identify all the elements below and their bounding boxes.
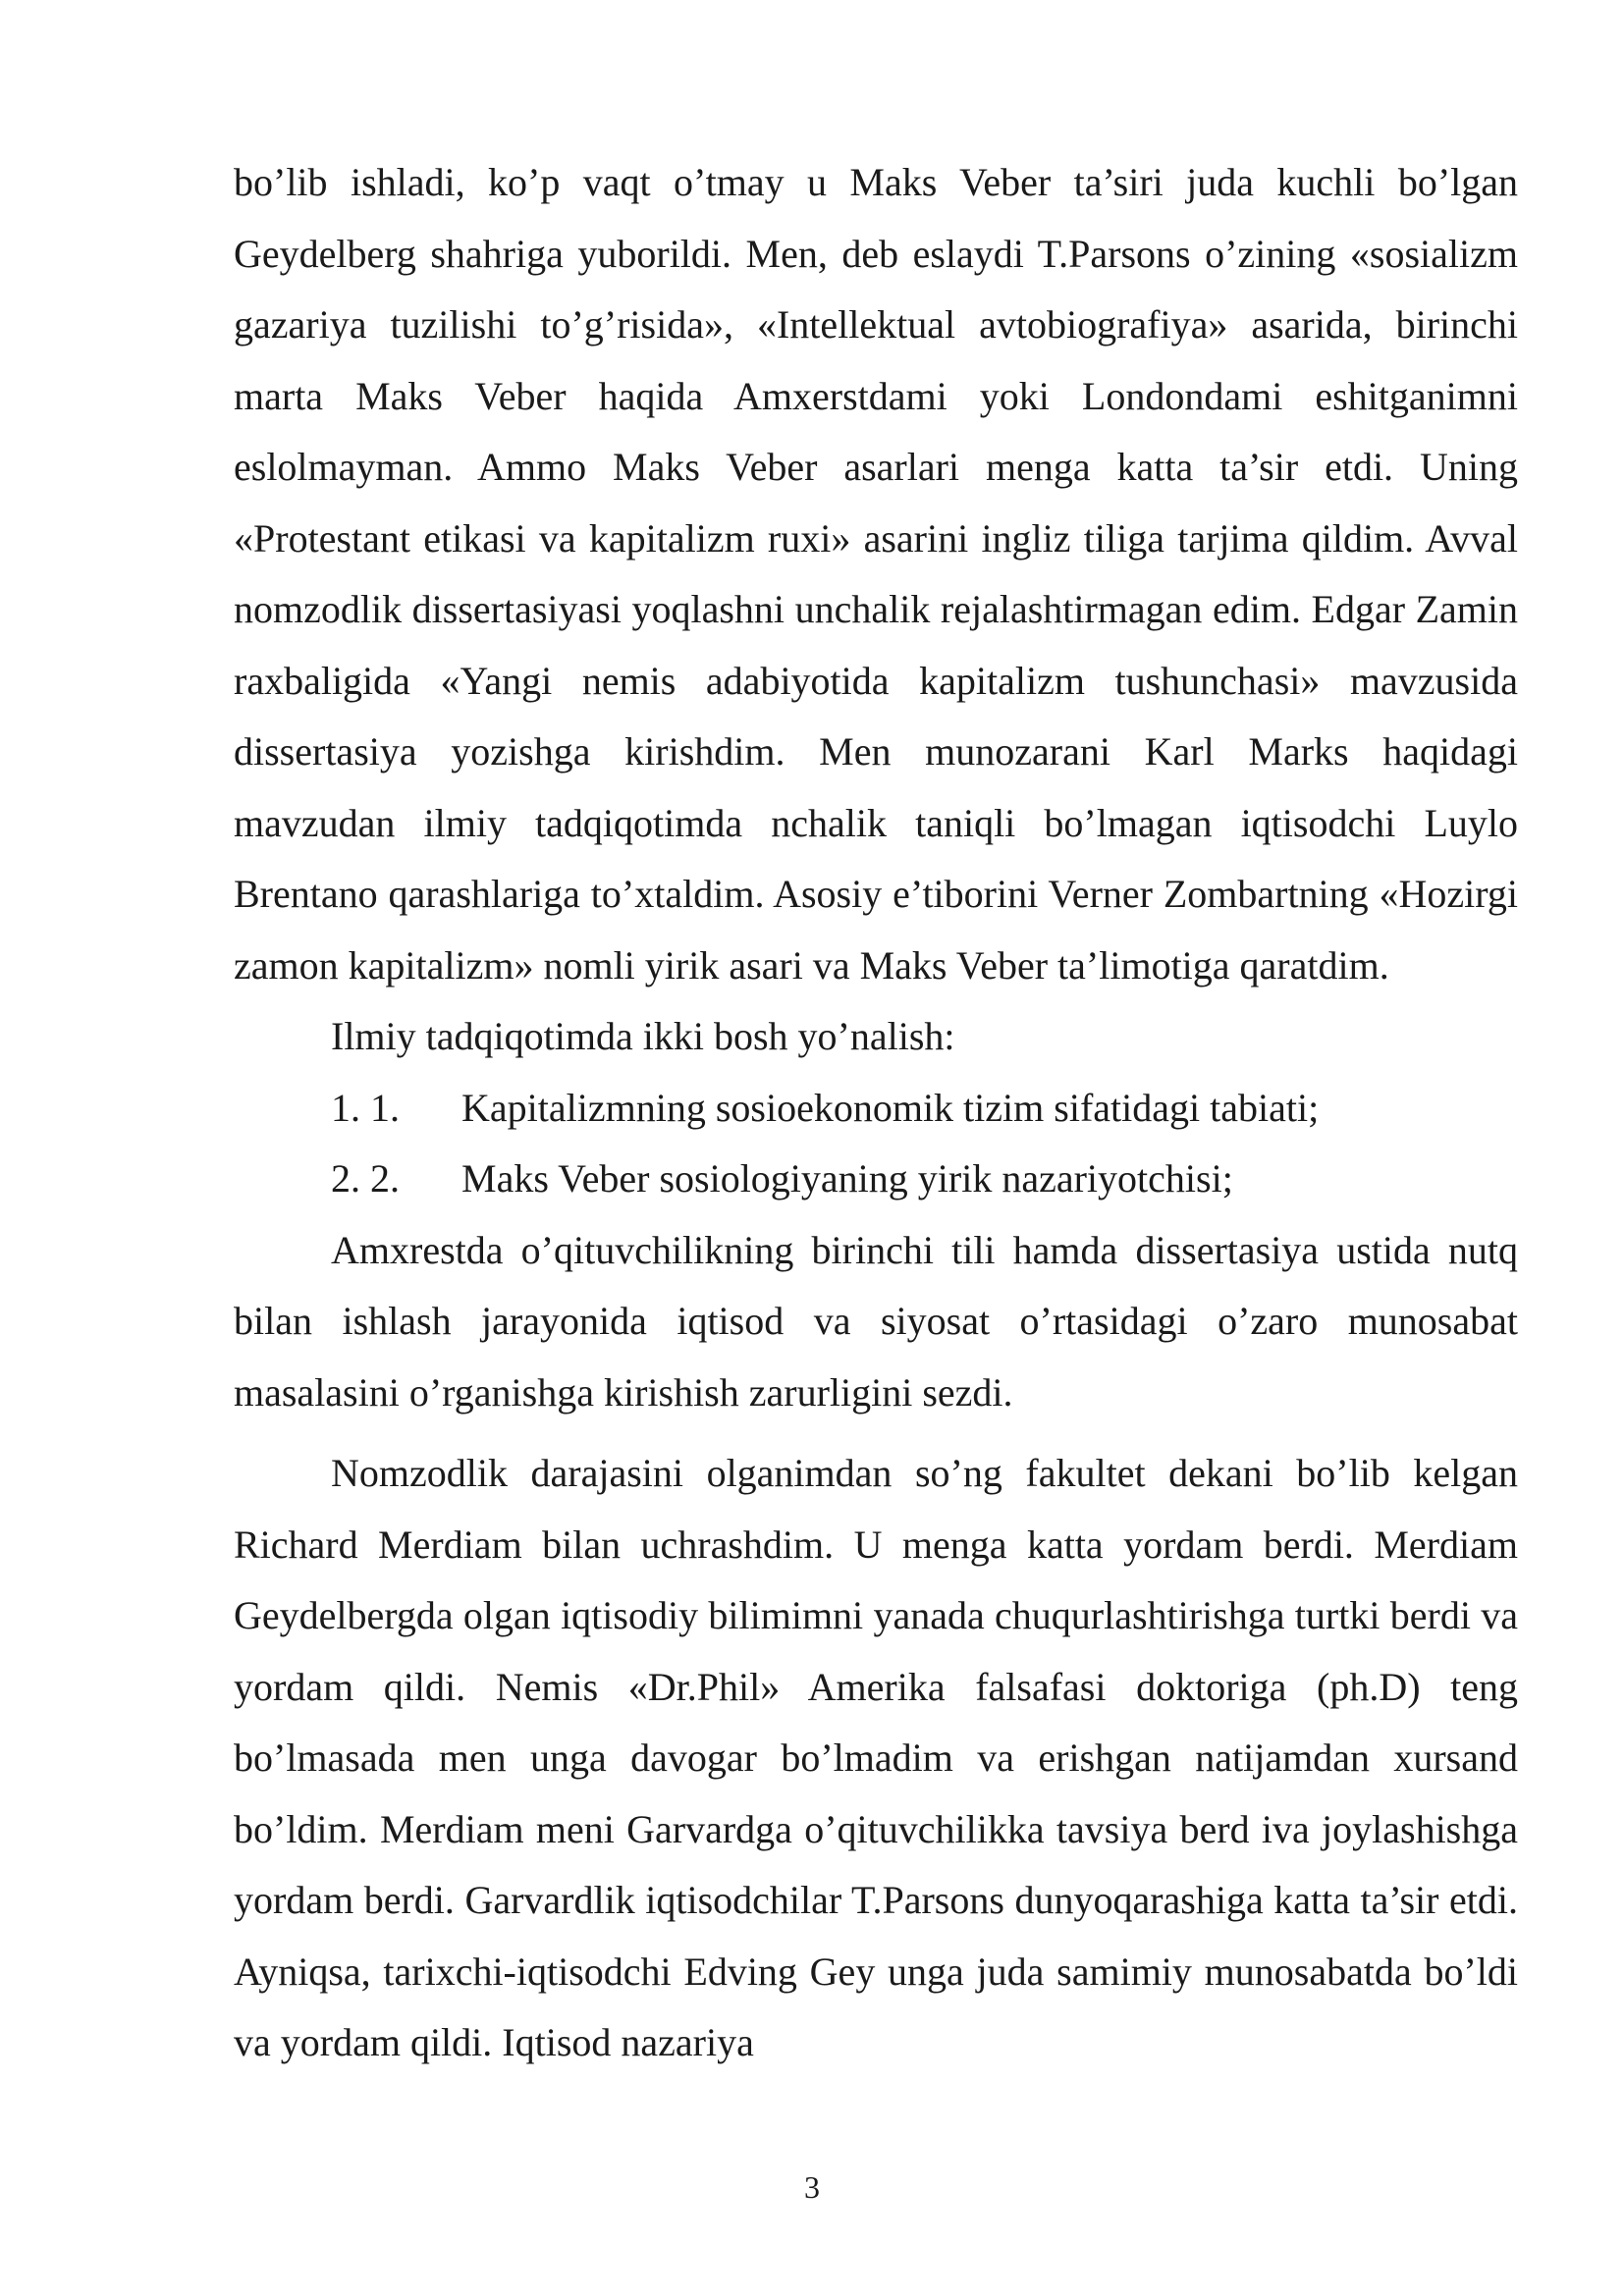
paragraph-amherst: Amxrestda o’qituvchilikning birinchi tili hamda dissertasiya ustida nutq bilan ishlash jarayonida iqtisod va siyosat o’rtasidagi o’zaro munosabat masalasini o’rganishga kirishish zarurligini sezdi. — [234, 1227, 1518, 1415]
paragraph-merdiam: Nomzodlik darajasini olganimdan so’ng fakultet dekani bo’lib kelgan Richard Merdiam bilan uchrashdim. U menga katta yordam berdi. Merdiam Geydelbergda olgan iqtisodiy bilimimni yanada chuqurlashtirishga turtki berdi va yordam qildi. Nemis «Dr.Phil» Amerika falsafasi doktoriga (ph.D) teng bo’lmasada men unga davogar bo’lmadim va erishgan natijamdan xursand bo’ldim. Merdiam meni Garvardga o’qituvchilikka tavsiya berd iva joylashishga yordam berdi. Garvardlik iqtisodchilar T.Parsons dunyoqarashiga katta ta’sir etdi. Ayniqsa, tarixchi-iqtisodchi Edving Gey unga juda samimiy munosabatda bo’ldi va yordam qildi. Iqtisod nazariya — [234, 1451, 1518, 2064]
list-item-number: 2. 2. — [331, 1156, 400, 1201]
list-item-number: 1. 1. — [331, 1085, 400, 1130]
list-item — [234, 1144, 1518, 1215]
paragraph-research-directions: Ilmiy tadqiqotimda ikki bosh yo’nalish: — [331, 1014, 955, 1058]
list-item — [234, 1073, 1518, 1145]
page-number: 3 — [804, 2169, 820, 2205]
document-page — [234, 147, 1518, 2079]
list-item-text: Maks Veber sosiologiyaning yirik nazariyotchisi; — [461, 1156, 1233, 1201]
paragraph-continuation: bo’lib ishladi, ko’p vaqt o’tmay u Maks Veber ta’siri juda kuchli bo’lgan Geydelberg shahriga yuborildi. Men, deb eslaydi T.Parsons o’zining «sosializm gazariya tuzilishi to’g’risida», «Intellektual avtobiografiya» asarida, birinchi marta Maks Veber haqida Amxerstdami yoki Londondami eshitganimni eslolmayman. Ammo Maks Veber asarlari menga katta ta’sir etdi. Uning «Protestant etikasi va kapitalizm ruxi» asarini ingliz tiliga tarjima qildim. Avval nomzodlik dissertasiyasi yoqlashni unchalik rejalashtirmagan edim. Edgar Zamin raxbaligida «Yangi nemis adabiyotida kapitalizm tushunchasi» mavzusida dissertasiya yozishga kirishdim. Men munozarani Karl Marks haqidagi mavzudan ilmiy tadqiqotimda nchalik taniqli bo’lmagan iqtisodchi Luylo Brentano qarashlariga to’xtaldim. Asosiy e’tiborini Verner Zombartning «Hozirgi zamon kapitalizm» nomli yirik asari va Maks Veber ta’limotiga qaratdim. — [234, 160, 1518, 988]
list-item-text: Kapitalizmning sosioekonomik tizim sifatidagi tabiati; — [461, 1085, 1320, 1130]
